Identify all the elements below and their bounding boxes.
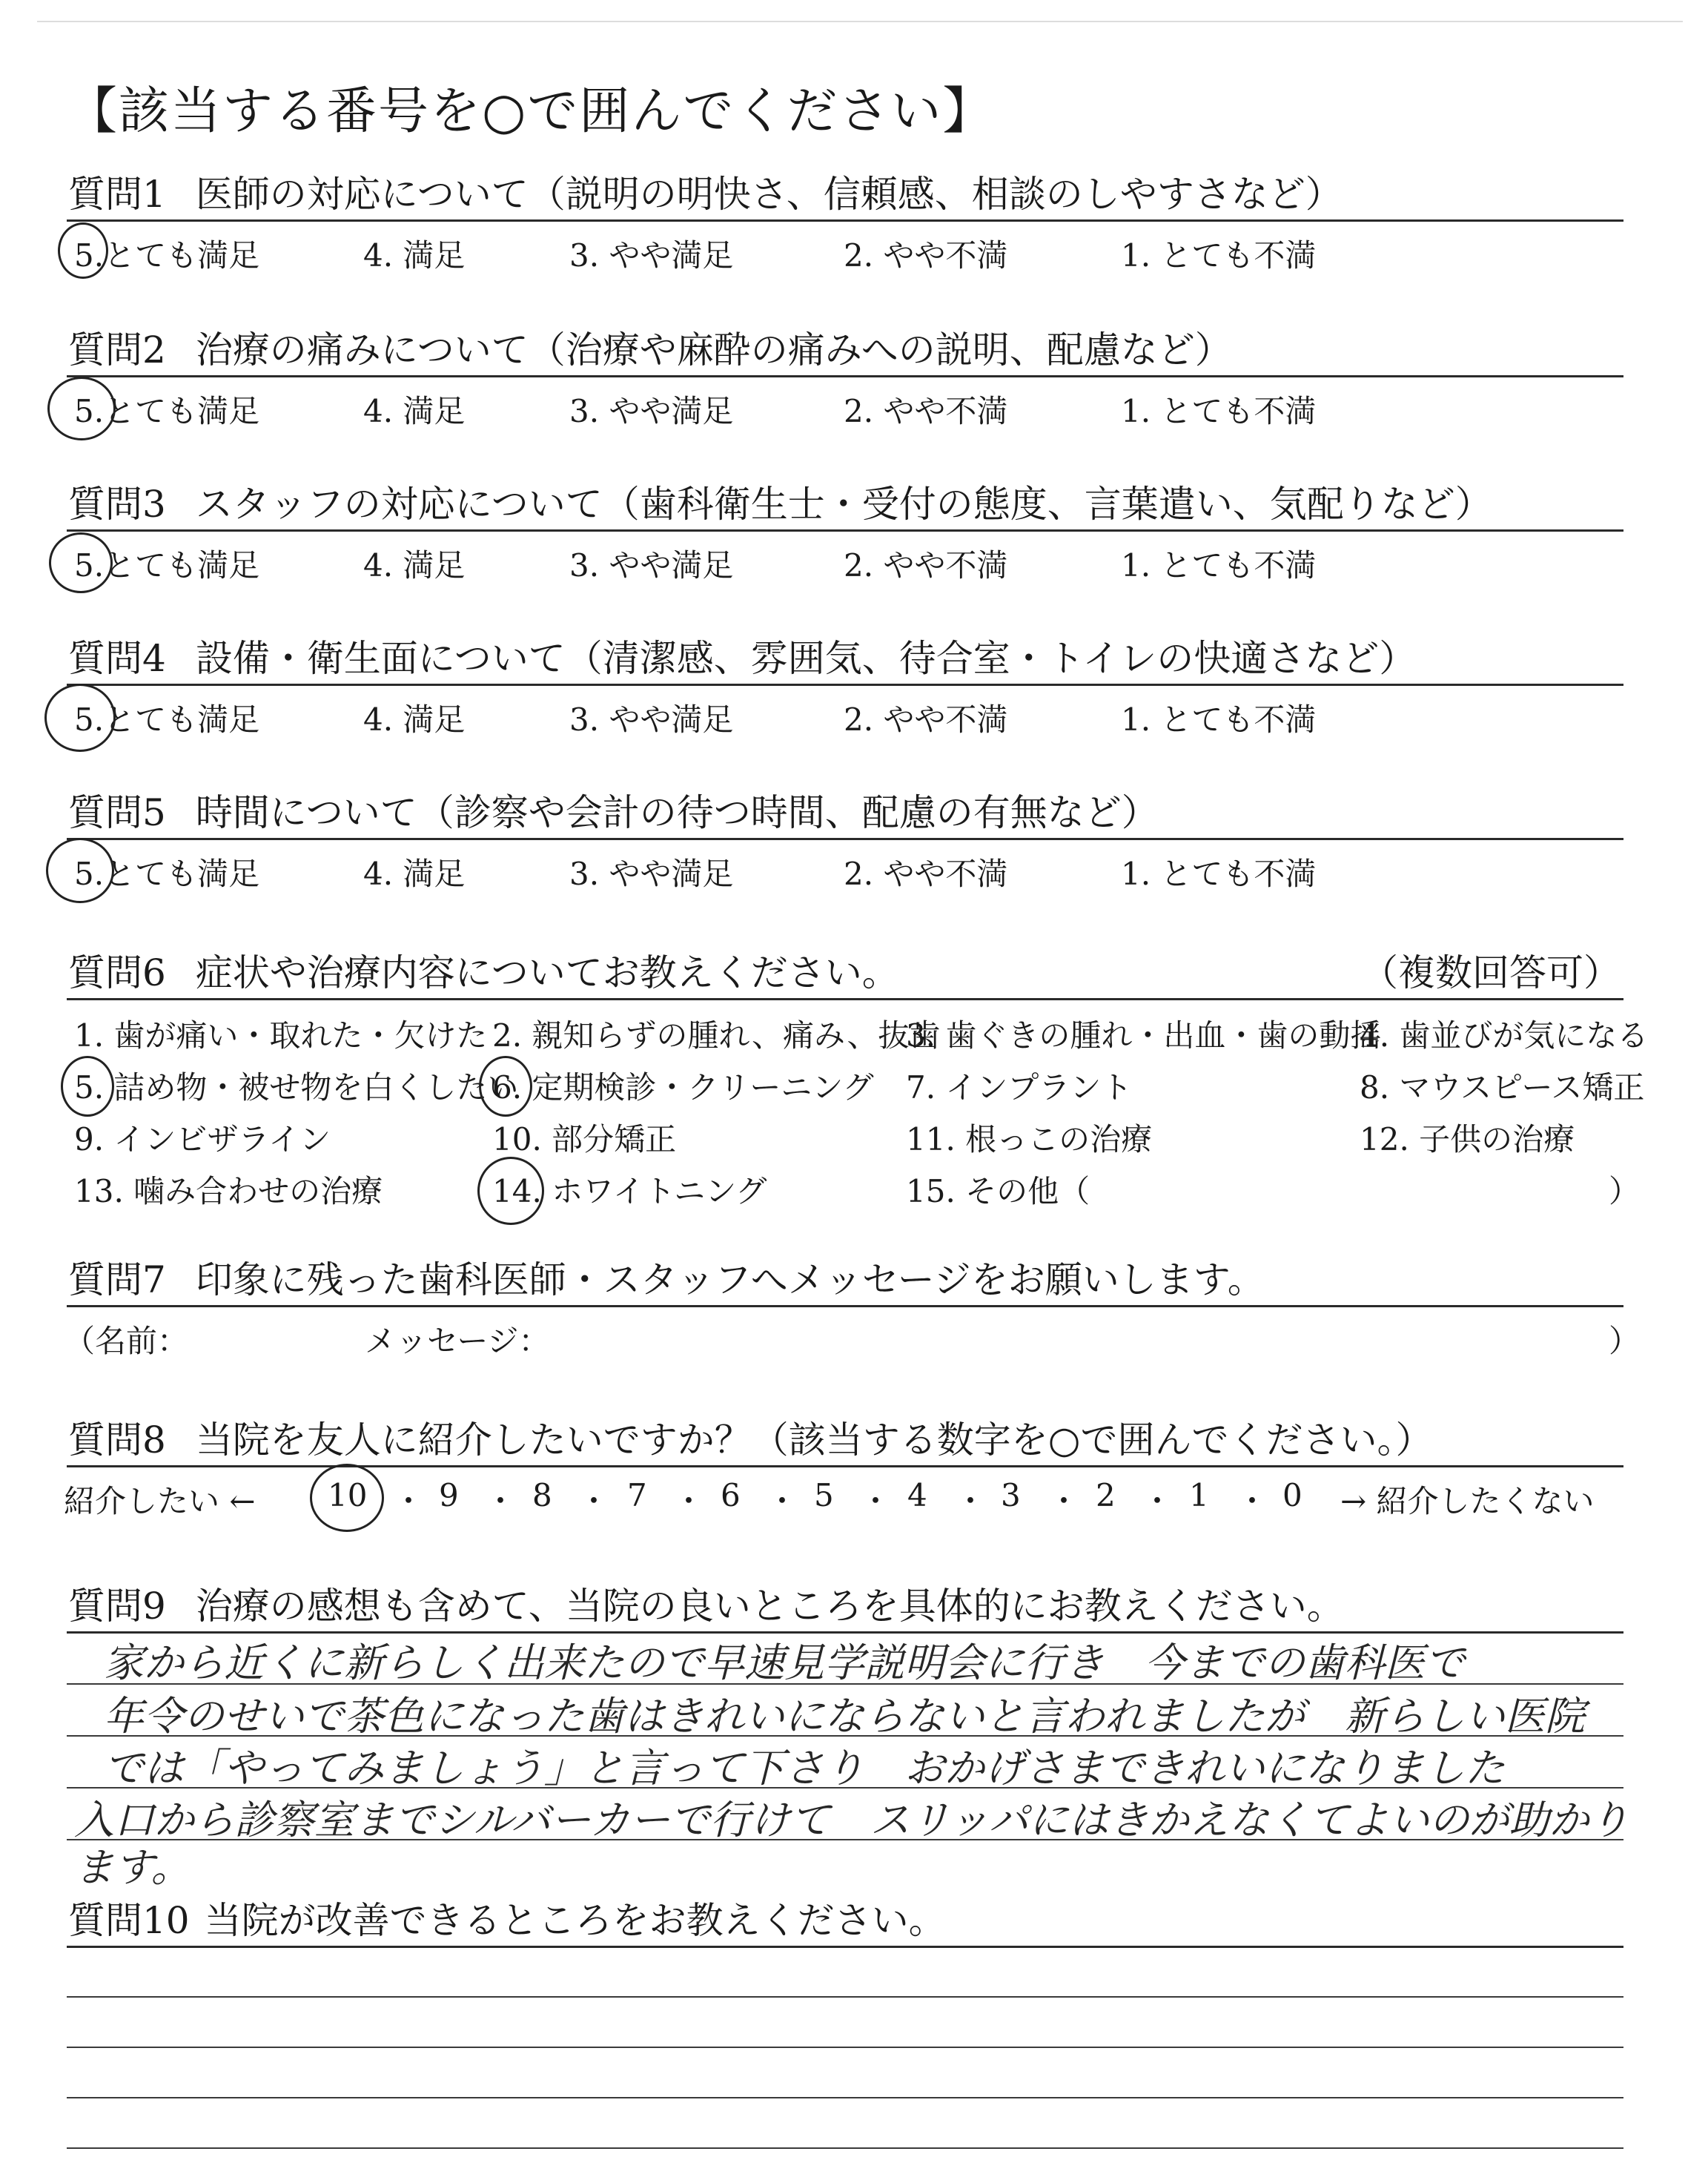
q7-name-label: （名前： (64, 1323, 189, 1359)
q1-option-3[interactable]: 3. やや満足 (569, 237, 734, 274)
question-9-number: 質問9 (68, 1585, 166, 1628)
answer-line (67, 2097, 1623, 2098)
q8-selection-circle (310, 1464, 384, 1532)
question-1 (68, 165, 1343, 218)
q8-dot: ・ (393, 1483, 425, 1519)
q6-option-10[interactable]: 10. 部分矯正 (492, 1121, 677, 1157)
q8-dot: ・ (485, 1483, 517, 1519)
answer-line (67, 2047, 1623, 2048)
question-9 (68, 1576, 1344, 1630)
q8-number-1[interactable]: 1 (1189, 1477, 1209, 1513)
question-4 (68, 629, 1416, 682)
q6-option-4[interactable]: 4. 歯並びが気になる (1360, 1017, 1649, 1054)
q3-option-3[interactable]: 3. やや満足 (569, 547, 734, 584)
question-6 (68, 943, 899, 997)
question-10-rule (67, 1946, 1623, 1948)
question-3-rule (67, 529, 1623, 532)
q5-option-5[interactable]: 5.とても満足 (74, 856, 260, 892)
q6-option-11[interactable]: 11. 根っこの治療 (906, 1121, 1153, 1157)
q2-option-2[interactable]: 2. やや不満 (844, 393, 1008, 429)
q8-number-9[interactable]: 9 (439, 1477, 459, 1513)
q8-left-label: 紹介したい ← (64, 1483, 256, 1519)
q4-option-5[interactable]: 5.とても満足 (74, 701, 260, 738)
q2-option-3[interactable]: 3. やや満足 (569, 393, 734, 429)
q9-answer-line-4: 入口から診察室までシルバーカーで行けて スリッパにはきかえなくてよいのが助かり (74, 1797, 1629, 1843)
answer-line (67, 2147, 1623, 2149)
q6-option-12[interactable]: 12. 子供の治療 (1360, 1121, 1575, 1157)
q8-dot: ・ (767, 1483, 798, 1519)
q6-option-8[interactable]: 8. マウスピース矯正 (1360, 1069, 1645, 1106)
question-6-rule (67, 998, 1623, 1000)
question-3-number: 質問3 (68, 483, 166, 526)
q8-number-10[interactable]: 10 (328, 1477, 368, 1513)
q5-option-1[interactable]: 1. とても不満 (1121, 856, 1317, 892)
question-5-number: 質問5 (68, 791, 166, 834)
q8-number-8[interactable]: 8 (532, 1477, 552, 1513)
q6-option-1[interactable]: 1. 歯が痛い・取れた・欠けた (74, 1017, 488, 1054)
q6-option-15[interactable]: 15. その他（ (906, 1173, 1090, 1209)
q6-option-3[interactable]: 3. 歯ぐきの腫れ・出血・歯の動揺 (906, 1017, 1382, 1054)
q8-dot: ・ (673, 1483, 705, 1519)
q8-dot: ・ (955, 1483, 987, 1519)
q9-answer-line-1: 家から近くに新らしく出来たので早速見学説明会に行き 今までの歯科医で (104, 1639, 1465, 1686)
q6-option-14[interactable]: 14. ホワイトニング (492, 1173, 767, 1209)
q6-option-13[interactable]: 13. 噛み合わせの治療 (74, 1173, 383, 1209)
q2-selection-circle (47, 377, 116, 440)
question-10 (68, 1891, 946, 1944)
q1-option-2[interactable]: 2. やや不満 (844, 237, 1008, 274)
question-8-rule (67, 1465, 1623, 1467)
q6-selection-circle-6 (479, 1056, 532, 1117)
q8-right-label: → 紹介したくない (1340, 1483, 1595, 1519)
q1-option-4[interactable]: 4. 満足 (363, 237, 466, 274)
question-5 (68, 783, 1159, 836)
question-7-rule (67, 1305, 1623, 1307)
question-3 (68, 475, 1492, 528)
question-2 (68, 320, 1232, 374)
q6-other-close: ） (1609, 1173, 1641, 1209)
q4-option-1[interactable]: 1. とても不満 (1121, 701, 1317, 738)
q9-answer-line-5: ます。 (74, 1844, 191, 1891)
q6-option-5[interactable]: 5. 詰め物・被せ物を白くしたい (74, 1069, 519, 1106)
q6-selection-circle-14 (477, 1157, 544, 1225)
q1-option-1[interactable]: 1. とても不満 (1121, 237, 1317, 274)
q5-option-3[interactable]: 3. やや満足 (569, 856, 734, 892)
q9-answer-line-3: では「やってみましょう」と言って下さり おかげさまできれいになりました (104, 1745, 1505, 1791)
question-1-rule (67, 219, 1623, 222)
q6-option-7[interactable]: 7. インプラント (906, 1069, 1133, 1106)
form-title: 【該当する番号を○で囲んでください】 (67, 82, 995, 141)
q4-option-3[interactable]: 3. やや満足 (569, 701, 734, 738)
q3-option-1[interactable]: 1. とても不満 (1121, 547, 1317, 584)
question-1-number: 質問1 (68, 173, 166, 216)
question-4-number: 質問4 (68, 637, 166, 680)
question-7-number: 質問7 (68, 1258, 166, 1301)
question-8-text: 当院を友人に紹介したいですか？（該当する数字を○で囲んでください。） (195, 1418, 1433, 1462)
q8-number-6[interactable]: 6 (721, 1477, 741, 1513)
question-6-note: （複数回答可） (1361, 951, 1621, 994)
q8-dot: ・ (1142, 1483, 1174, 1519)
question-6-number: 質問6 (68, 951, 166, 994)
question-8-number: 質問8 (68, 1418, 166, 1462)
q8-number-3[interactable]: 3 (1001, 1477, 1021, 1513)
question-7-text: 印象に残った歯科医師・スタッフへメッセージをお願いします。 (195, 1258, 1265, 1301)
q8-number-7[interactable]: 7 (627, 1477, 647, 1513)
answer-line (67, 1996, 1623, 1998)
top-edge (37, 21, 1683, 22)
question-8 (68, 1410, 1432, 1464)
q1-option-5[interactable]: 5.とても満足 (74, 237, 260, 274)
q2-option-1[interactable]: 1. とても不満 (1121, 393, 1317, 429)
q8-number-2[interactable]: 2 (1096, 1477, 1116, 1513)
q2-option-4[interactable]: 4. 満足 (363, 393, 466, 429)
question-2-rule (67, 375, 1623, 377)
q5-option-4[interactable]: 4. 満足 (363, 856, 466, 892)
question-5-rule (67, 838, 1623, 840)
q8-dot: ・ (1048, 1483, 1080, 1519)
question-3-text: スタッフの対応について（歯科衛生士・受付の態度、言葉遣い、気配りなど） (195, 483, 1492, 526)
q5-selection-circle (46, 838, 114, 903)
q6-option-6[interactable]: 6. 定期検診・クリーニング (492, 1069, 874, 1106)
q8-number-0[interactable]: 0 (1282, 1477, 1302, 1513)
q3-option-4[interactable]: 4. 満足 (363, 547, 466, 584)
q6-option-2[interactable]: 2. 親知らずの腫れ、痛み、抜歯 (492, 1017, 941, 1054)
q4-selection-circle (44, 684, 116, 752)
question-7 (68, 1250, 1265, 1304)
question-9-text: 治療の感想も含めて、当院の良いところを具体的にお教えください。 (195, 1585, 1344, 1628)
q3-option-5[interactable]: 5.とても満足 (74, 547, 260, 584)
q4-option-2[interactable]: 2. やや不満 (844, 701, 1008, 738)
question-10-number: 質問10 (68, 1899, 190, 1942)
question-2-text: 治療の痛みについて（治療や麻酔の痛みへの説明、配慮など） (195, 328, 1232, 371)
question-4-rule (67, 684, 1623, 686)
q6-option-9[interactable]: 9. インビザライン (74, 1121, 331, 1157)
q8-number-5[interactable]: 5 (814, 1477, 834, 1513)
question-1-text: 医師の対応について（説明の明快さ、信頼感、相談のしやすさなど） (195, 173, 1343, 216)
q2-option-5[interactable]: 5.とても満足 (74, 393, 260, 429)
q3-option-2[interactable]: 2. やや不満 (844, 547, 1008, 584)
q1-selection-circle (58, 222, 108, 279)
q8-number-4[interactable]: 4 (907, 1477, 927, 1513)
q7-close-paren: ） (1609, 1323, 1641, 1359)
q8-dot: ・ (860, 1483, 892, 1519)
question-5-text: 時間について（診察や会計の待つ時間、配慮の有無など） (195, 791, 1159, 834)
q8-dot: ・ (1237, 1483, 1268, 1519)
question-4-text: 設備・衛生面について（清潔感、雰囲気、待合室・トイレの快適さなど） (195, 637, 1417, 680)
question-10-text: 当院が改善できるところをお教えください。 (204, 1899, 946, 1942)
question-6-text: 症状や治療内容についてお教えください。 (195, 951, 899, 994)
question-2-number: 質問2 (68, 328, 166, 371)
q9-answer-line-2: 年令のせいで茶色になった歯はきれいにならないと言われましたが 新らしい医院 (104, 1693, 1585, 1740)
q7-message-label: メッセージ： (365, 1323, 550, 1359)
q8-dot: ・ (578, 1483, 610, 1519)
q5-option-2[interactable]: 2. やや不満 (844, 856, 1008, 892)
q6-selection-circle-5 (61, 1056, 114, 1117)
q3-selection-circle (49, 532, 113, 593)
q4-option-4[interactable]: 4. 満足 (363, 701, 466, 738)
